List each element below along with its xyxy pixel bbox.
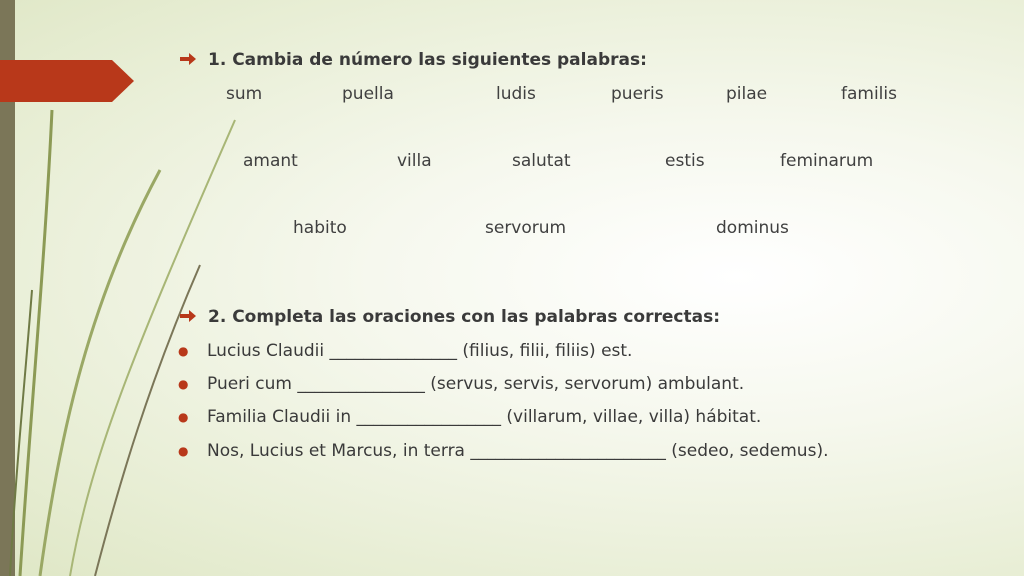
- sentence-text: Familia Claudii in _________________ (villarum, villae, villa) hábitat.: [207, 407, 762, 427]
- word-villa: villa: [397, 151, 432, 171]
- bullet-dot-icon: ●: [178, 410, 189, 424]
- list-item: [178, 407, 761, 427]
- sentence-text: Nos, Lucius et Marcus, in terra _______________________ (sedeo, sedemus).: [207, 441, 829, 461]
- word-dominus: dominus: [716, 218, 789, 238]
- word-habito: habito: [293, 218, 347, 238]
- sentence-text: Pueri cum _______________ (servus, servis, servorum) ambulant.: [207, 374, 745, 394]
- sentence-text: Lucius Claudii _______________ (filius, filii, filiis) est.: [207, 341, 633, 361]
- word-servorum: servorum: [485, 218, 567, 238]
- word-pueris: pueris: [611, 84, 664, 104]
- right-arrow-icon: [180, 50, 198, 70]
- word-salutat: salutat: [512, 151, 571, 171]
- list-item: [178, 441, 828, 461]
- decorative-curves: [0, 0, 263, 576]
- word-ludis: ludis: [496, 84, 536, 104]
- section2-heading-text: 2. Completa las oraciones con las palabras correctas:: [208, 307, 721, 327]
- right-arrow-icon: [180, 307, 198, 327]
- word-feminarum: feminarum: [780, 151, 874, 171]
- list-item: [178, 341, 632, 361]
- list-item: [178, 374, 744, 394]
- bullet-dot-icon: ●: [178, 444, 189, 458]
- section1-heading: [180, 50, 647, 70]
- word-sum: sum: [226, 84, 263, 104]
- word-pilae: pilae: [726, 84, 768, 104]
- word-familis: familis: [841, 84, 897, 104]
- section2-heading: [180, 307, 720, 327]
- bullet-dot-icon: ●: [178, 377, 189, 391]
- word-estis: estis: [665, 151, 705, 171]
- word-amant: amant: [243, 151, 298, 171]
- word-puella: puella: [342, 84, 394, 104]
- section1-heading-text: 1. Cambia de número las siguientes palabras:: [208, 50, 647, 70]
- bullet-dot-icon: ●: [178, 344, 189, 358]
